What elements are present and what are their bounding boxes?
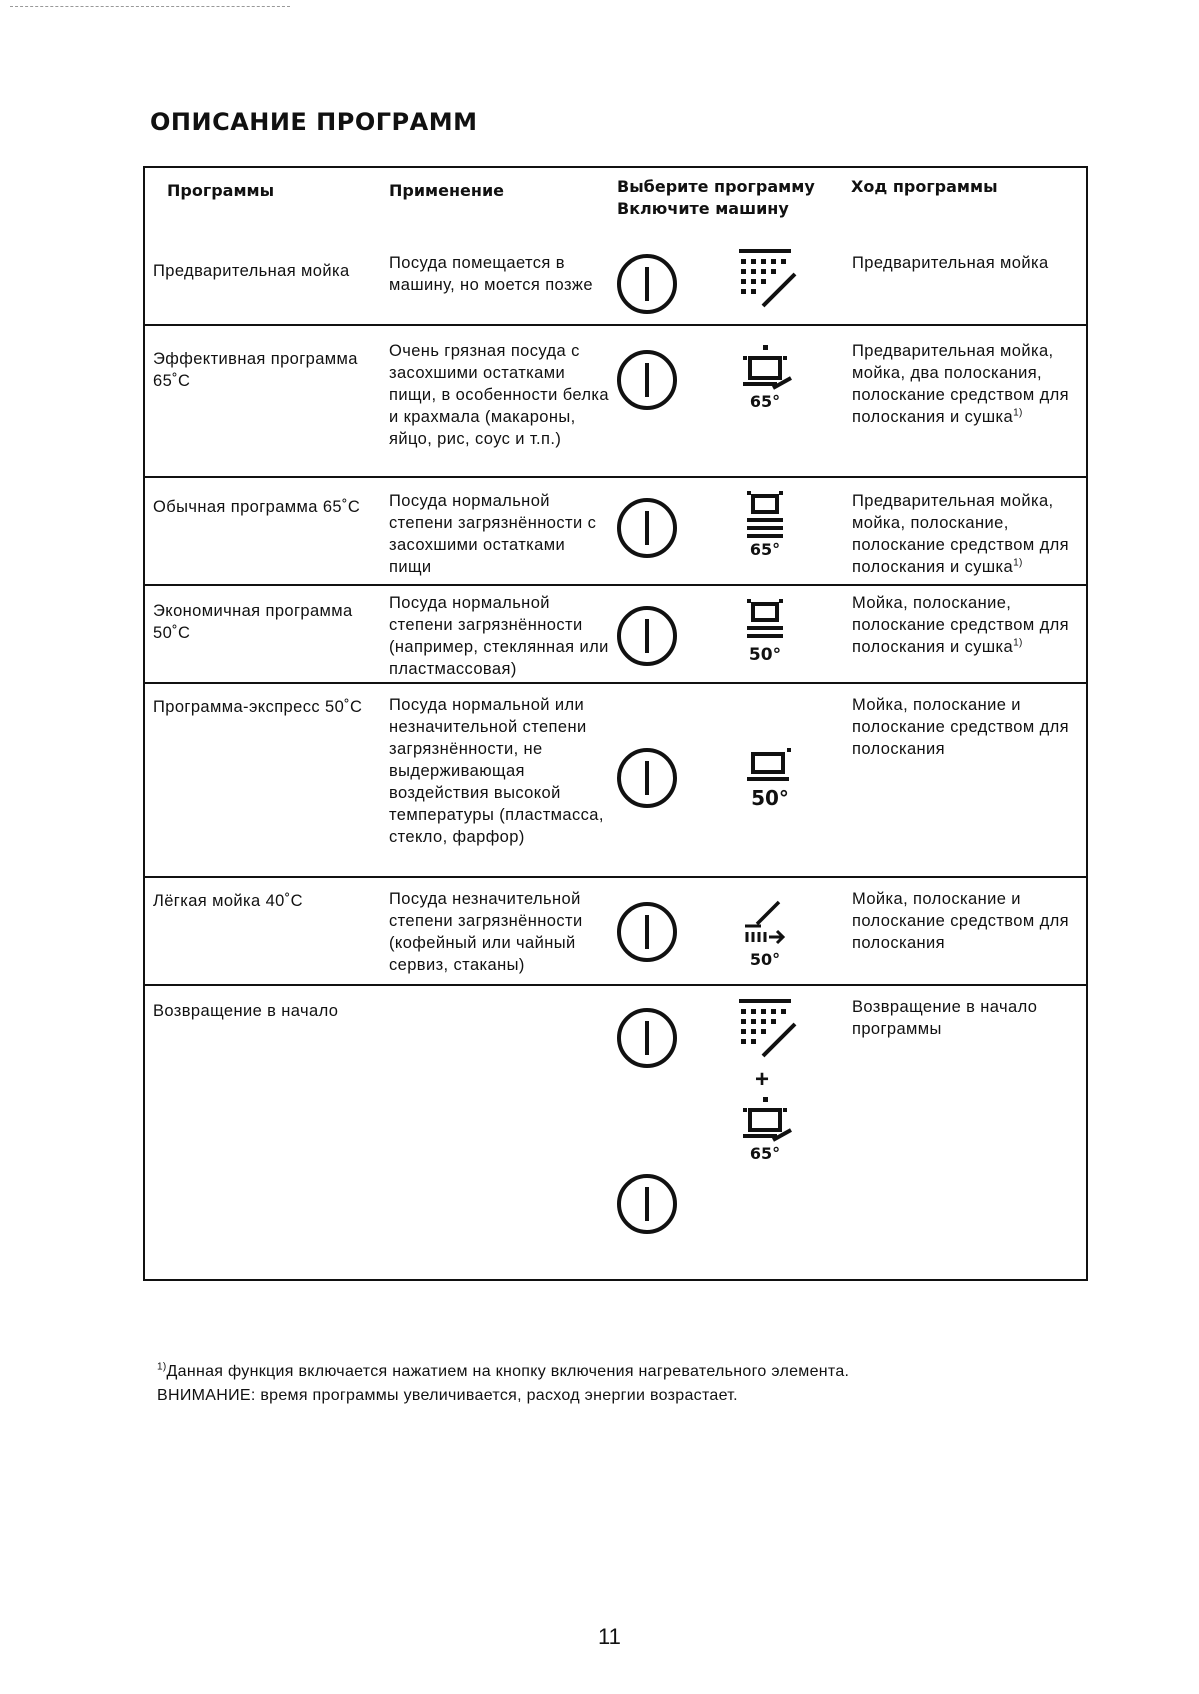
program-progress: Мойка, полоскание, полоскание средством для полоскания и сушка$^{1)}$ [852, 594, 1069, 656]
power-icon [615, 746, 679, 810]
header-progress: Ход программы [851, 177, 998, 196]
program-usage: Посуда незначительной степени загрязнённости (кофейный или чайный сервиз, стаканы) [389, 890, 583, 974]
program-progress: Возвращение в начало программы [852, 998, 1038, 1038]
temperature-label: 50° [749, 950, 781, 969]
temperature-label: 50° [751, 786, 789, 810]
page-number: 11 [598, 1624, 621, 1649]
program-name: Обычная программа 65˚C [153, 498, 361, 516]
program-usage: Посуда нормальной степени загрязнённости с засохшими остатками пищи [389, 492, 597, 576]
power-icon [615, 252, 679, 316]
power-icon [615, 348, 679, 412]
header-usage: Применение [389, 181, 505, 200]
table-row [145, 684, 1086, 876]
program-usage: Посуда нормальной степени загрязнённости (например, стеклянная или пластмассовая) [389, 594, 609, 678]
footnote-mark: 1) [157, 1361, 167, 1373]
page-title: ОПИСАНИЕ ПРОГРАММ [150, 108, 478, 136]
power-icon [615, 1006, 679, 1070]
program-name: Программа-экспресс 50˚C [153, 698, 363, 716]
footnote-ref: 1) [1013, 637, 1023, 649]
program-name: Экономичная программа 50˚C [153, 602, 353, 642]
plus-sign: + [755, 1066, 770, 1093]
footnote-ref: 1) [1013, 557, 1023, 569]
table-row [145, 326, 1086, 476]
programs-table [143, 166, 1088, 1281]
table-row [145, 238, 1086, 324]
power-icon [615, 604, 679, 668]
program-name: Лёгкая мойка 40˚C [153, 892, 303, 910]
program-progress: Мойка, полоскание и полоскание средством для полоскания [852, 890, 1069, 952]
program-progress: Мойка, полоскание и полоскание средством для полоскания [852, 696, 1069, 758]
light-wash-icon [735, 898, 795, 969]
header-programs: Программы [167, 181, 275, 200]
program-progress: Предварительная мойка, мойка, два полоскания, полоскание средством для полоскания и сушка$^{1)}$ [852, 342, 1069, 426]
footnote-ref: 1) [1013, 407, 1023, 419]
program-progress: Предварительная мойка [852, 254, 1049, 272]
prewash-icon [735, 996, 805, 1066]
program-name: Эффективная программа 65˚C [153, 350, 358, 390]
power-icon [615, 496, 679, 560]
program-usage: Посуда помещается в машину, но моется позже [389, 254, 593, 294]
temperature-label: 65° [749, 540, 781, 559]
temperature-label: 65° [749, 1144, 781, 1163]
normal-program-icon [735, 488, 795, 559]
intensive-program-icon [735, 344, 795, 411]
table-row [145, 586, 1086, 682]
economy-program-icon [735, 596, 795, 665]
table-row [145, 478, 1086, 584]
header-select: Выберите программу Включите машину [617, 177, 815, 218]
temperature-label: 50° [748, 645, 782, 665]
table-row [145, 986, 1086, 1280]
program-usage: Посуда нормальной или незначительной степени загрязнённости, не выдерживающая воздействия высокой температуры (пластмасса, стекло, фарфор) [389, 696, 604, 846]
program-name: Возвращение в начало [153, 1002, 339, 1020]
table-row [145, 878, 1086, 984]
intensive-program-icon [735, 1096, 795, 1163]
temperature-label: 65° [749, 392, 781, 411]
express-program-icon [735, 746, 805, 809]
program-progress: Предварительная мойка, мойка, полоскание, полоскание средством для полоскания и сушка$^{1)}$ [852, 492, 1069, 576]
scan-edge-line [10, 6, 290, 7]
prewash-icon [735, 246, 805, 316]
power-icon [615, 1172, 679, 1236]
power-icon [615, 900, 679, 964]
program-usage: Очень грязная посуда с засохшими остатками пищи, в особенности белка и крахмала (макароны, яйцо, рис, соус и т.п.) [389, 342, 609, 448]
program-name: Предварительная мойка [153, 262, 350, 280]
footnote: $^{1)}$Данная функция включается нажатием на кнопку включения нагревательного элемента. ВНИМАНИЕ: время программы увеличивается, расход энергии возрастает. [157, 1361, 850, 1404]
